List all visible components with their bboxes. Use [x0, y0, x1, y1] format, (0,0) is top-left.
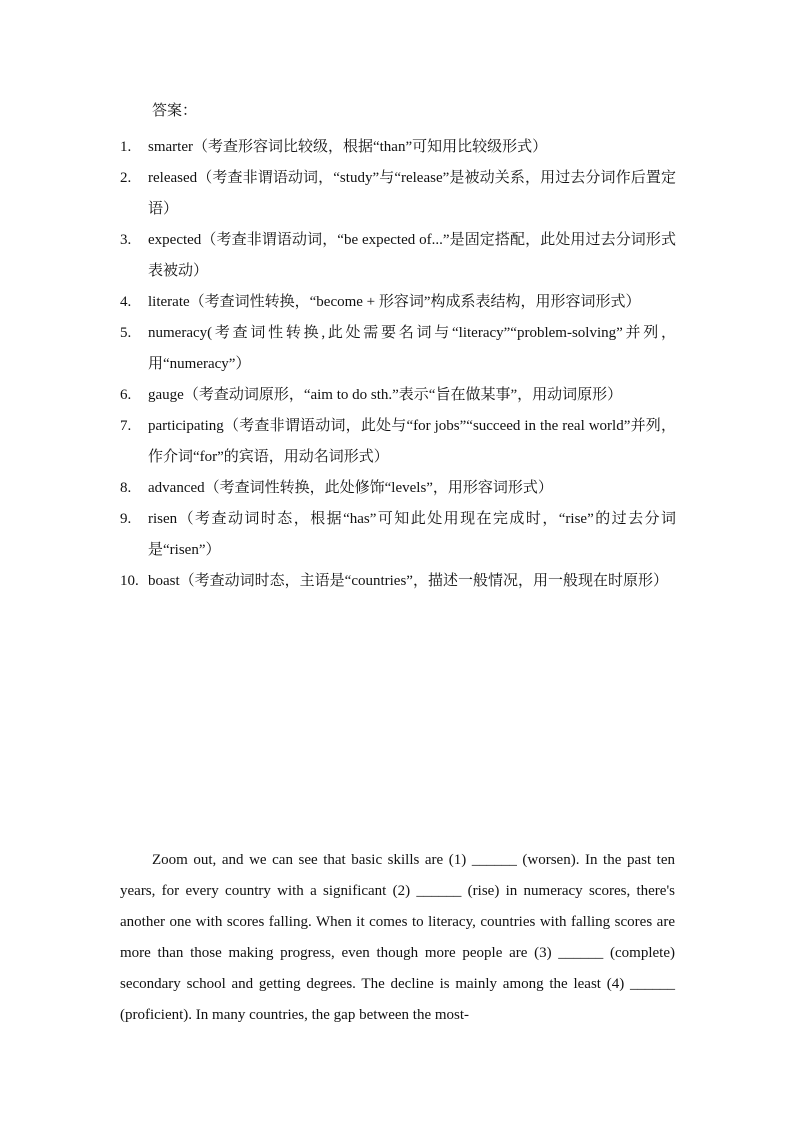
answer-list — [120, 132, 676, 597]
answer-text: numeracy(考查词性转换,此处需要名词与“literacy”“problem-solving”并列，用“numeracy”） — [148, 325, 676, 372]
answer-number: 10. — [120, 573, 139, 589]
answer-item-10 — [120, 566, 676, 597]
answer-item-4 — [120, 287, 676, 318]
answer-text: boast（考查动词时态，主语是“countries”，描述一般情况，用一般现在时原形） — [148, 573, 668, 589]
answer-text: advanced（考查词性转换，此处修饰“levels”，用形容词形式） — [148, 480, 553, 496]
answer-text: released（考查非谓语动词，“study”与“release”是被动关系，用过去分词作后置定语） — [148, 170, 676, 217]
answer-item-5 — [120, 318, 676, 380]
cloze-passage: Zoom out, and we can see that basic skills are (1) ______ (worsen). In the past ten years, for every country with a significant (2) ______ (rise) in numeracy scores, there's another one with scores falling. When it comes to literacy, countries with falling scores are more than those making progress, even though more people are (3) ______ (complete) secondary school and getting degrees. The decline is mainly among the least (4) ______ (proficient). In many countries, the gap between the most- — [120, 852, 675, 1023]
answer-item-7 — [120, 411, 676, 473]
answer-number: 9. — [120, 511, 132, 527]
answer-number: 1. — [120, 139, 132, 155]
answer-number: 2. — [120, 170, 132, 186]
answer-text: expected（考查非谓语动词，“be expected of...”是固定搭配，此处用过去分词形式表被动） — [148, 232, 676, 279]
answer-number: 7. — [120, 418, 132, 434]
answer-text: literate（考查词性转换，“become + 形容词”构成系表结构，用形容词形式） — [148, 294, 641, 310]
answer-text: smarter（考查形容词比较级，根据“than”可知用比较级形式） — [148, 139, 548, 155]
answer-heading: 答案： — [152, 103, 198, 119]
answer-text: participating（考查非谓语动词，此处与“for jobs”“succeed in the real world”并列，作介词“for”的宾语，用动名词形式） — [148, 418, 676, 465]
answer-number: 3. — [120, 232, 132, 248]
answer-item-9 — [120, 504, 676, 566]
answer-text: risen（考查动词时态，根据“has”可知此处用现在完成时，“rise”的过去分词是“risen”） — [148, 511, 676, 558]
answer-text: gauge（考查动词原形，“aim to do sth.”表示“旨在做某事”，用动词原形） — [148, 387, 623, 403]
answer-number: 8. — [120, 480, 132, 496]
answer-number: 5. — [120, 325, 132, 341]
answer-item-3 — [120, 225, 676, 287]
answer-item-6 — [120, 380, 676, 411]
answer-number: 6. — [120, 387, 132, 403]
answer-item-1 — [120, 132, 676, 163]
answer-number: 4. — [120, 294, 132, 310]
answer-item-2 — [120, 163, 676, 225]
answer-item-8 — [120, 473, 676, 504]
